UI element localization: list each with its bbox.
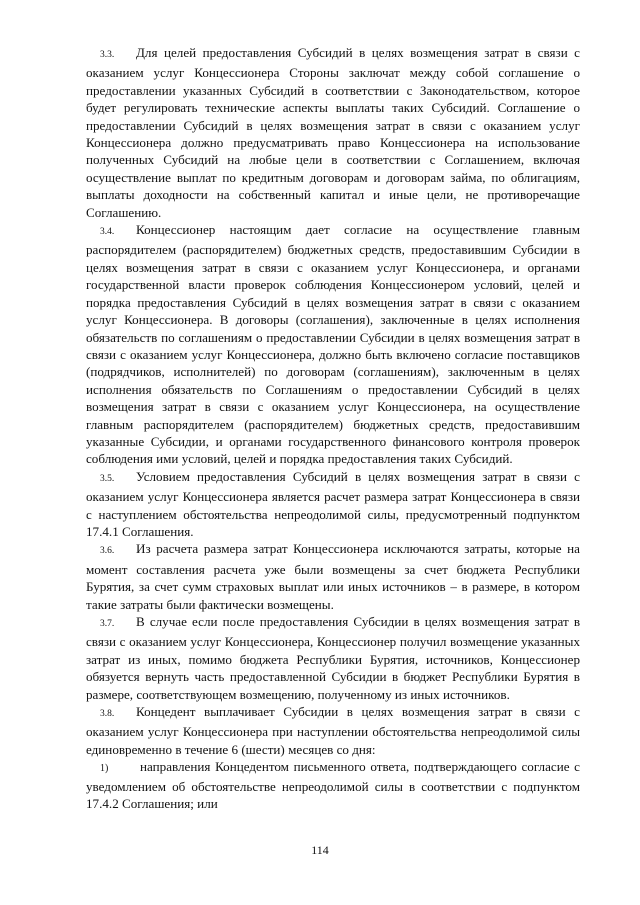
- paragraph-number: 3.5.: [100, 473, 115, 484]
- paragraph-3-8: [86, 703, 580, 758]
- paragraph-3-5: [86, 468, 580, 541]
- paragraph-text: В случае если после предоставления Субсидии в целях возмещения затрат в связи с оказанием услуг Концессионера, Концессионер получил возмещение указанных затрат из иных, помимо бюджета Республики Бурятия, источников, Концессионер обязуется вернуть часть предоставленной Субсидии в бюджет Республики Бурятия в размере, соответствующем возмещению, полученному из иных источников.: [86, 614, 580, 702]
- paragraph-3-3: [86, 44, 580, 221]
- paragraph-text: Из расчета размера затрат Концессионера исключаются затраты, которые на момент составления расчета уже были возмещены за счет бюджета Республики Бурятия, за счет сумм страховых выплат или иных источников – в размере, в котором такие затраты были фактически возмещены.: [86, 541, 580, 612]
- paragraph-number: 3.6.: [100, 546, 115, 557]
- paragraph-number: 3.3.: [100, 50, 115, 60]
- paragraph-3-7: [86, 613, 580, 703]
- subitem-number: 1): [100, 763, 109, 775]
- paragraph-number: 3.4.: [100, 227, 115, 238]
- page-number: 114: [311, 843, 329, 857]
- paragraph-3-4: [86, 221, 580, 468]
- paragraph-number: 3.8.: [100, 709, 115, 720]
- paragraph-number: 3.7.: [100, 619, 115, 629]
- paragraph-text: Условием предоставления Субсидий в целях возмещения затрат в связи с оказанием услуг Концессионера является расчет размера затрат Концессионера в связи с наступлением обстоятельства непреодолимой силы, предусмотренный подпунктом 17.4.1 Соглашения.: [86, 468, 580, 539]
- paragraph-text: Для целей предоставления Субсидий в целях возмещения затрат в связи с оказанием услуг Концессионера Стороны заключат между собой соглашение о предоставлении указанных Субсидий в соответствии с Законодательством, которое будет регулировать технические аспекты выплаты таких Субсидий. Соглашение о предоставлении Субсидий в целях возмещения затрат в связи с оказанием услуг Концессионера должно предусматривать право Концессионера на использование полученных Субсидий на любые цели в соответствии с Соглашением, включая осуществление выплат по кредитным договорам и договорам займа, по облигациям, выплаты доходности на собственный капитал и иные цели, не противоречащие Соглашению.: [86, 45, 580, 220]
- paragraph-text: Концедент выплачивает Субсидии в целях возмещения затрат в связи с оказанием услуг Концессионера при наступлении обстоятельства непреодолимой силы единовременно в течение 6 (шести) месяцев со дня:: [86, 704, 580, 757]
- paragraph-3-6: [86, 540, 580, 613]
- subitem-1: [86, 758, 580, 812]
- document-body: [86, 44, 580, 812]
- subitem-text: направления Концедентом письменного ответа, подтверждающего согласие с уведомлением об обстоятельстве непреодолимой силы в соответствии с подпунктом 17.4.2 Соглашения; или: [86, 759, 580, 812]
- paragraph-text: Концессионер настоящим дает согласие на осуществление главным распорядителем (распорядителем) бюджетных средств, предоставившим Субсидии в целях возмещения затрат в связи с оказанием услуг Концессионера, и органами государственной власти проверок соблюдения Концессионером условий, целей и порядка предоставления Субсидий в целях возмещения затрат в связи с оказанием услуг Концессионера. В договоры (соглашения), заключенные в целях исполнения обязательств по соглашениям о предоставлении Субсидии в целях возмещения затрат в связи с оказанием услуг Концессионера, должно быть включено согласие поставщиков (подрядчиков, исполнителей) по договорам (соглашениям), заключенным в целях исполнения обязательств по Соглашениям о предоставлении Субсидий в целях возмещения затрат в связи с оказанием услуг Концессионера, на осуществление главным распорядителем (распорядителем) бюджетных средств, предоставившим указанные Субсидии, и органами государственного финансового контроля проверок соблюдения ими условий, целей и порядка предоставления таких Субсидий.: [86, 222, 580, 467]
